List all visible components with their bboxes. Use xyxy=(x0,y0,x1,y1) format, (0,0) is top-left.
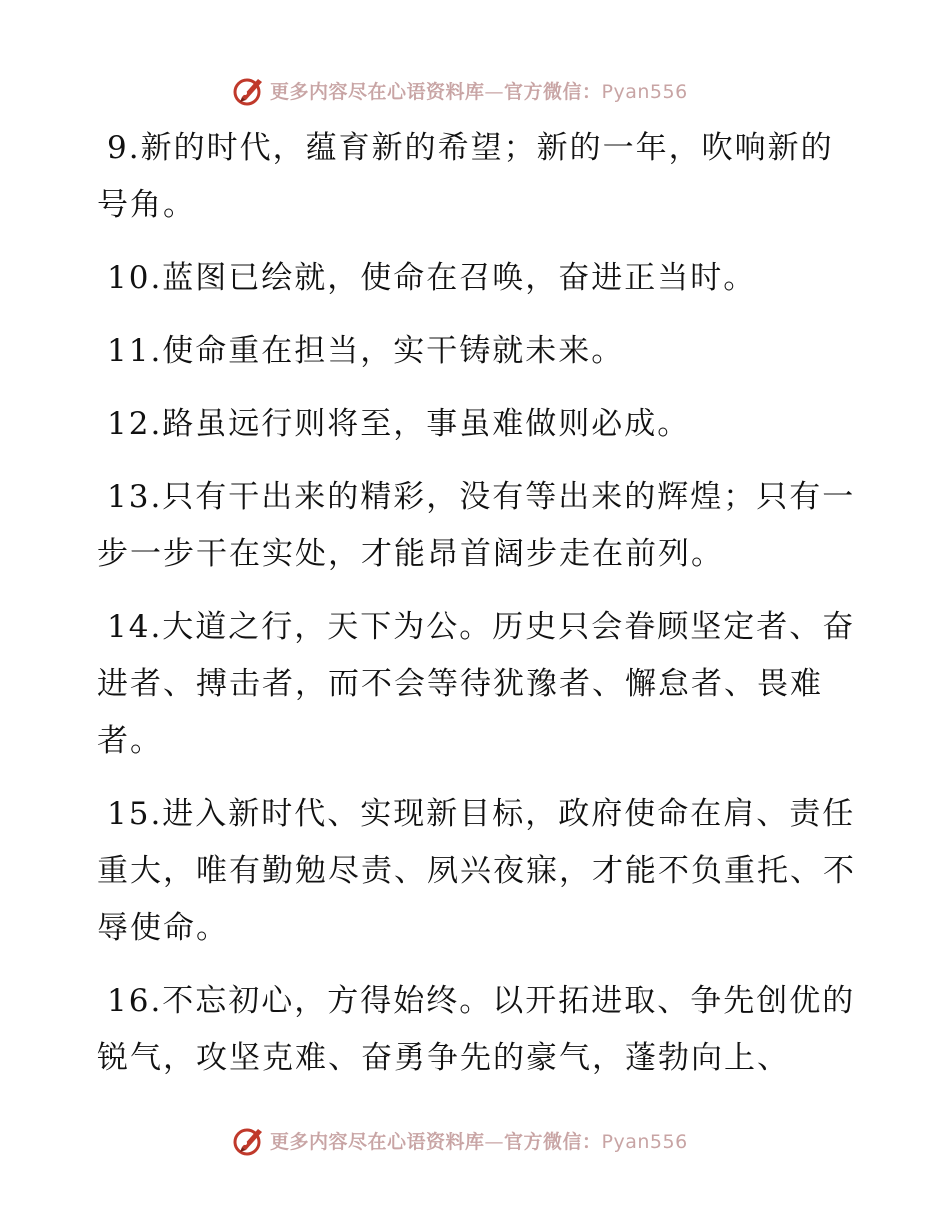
pen-circle-logo-icon xyxy=(232,73,266,107)
paragraph-14: 14.大道之行，天下为公。历史只会眷顾坚定者、奋进者、搏击者，而不会等待犹豫者、懈怠者、畏难者。 xyxy=(97,609,856,759)
header-separator: — xyxy=(484,80,505,103)
header-watermark xyxy=(232,72,688,108)
footer-wechat-label: 官方微信： xyxy=(504,1130,602,1153)
footer-brand-text: 更多内容尽在心语资料库 xyxy=(270,1130,485,1153)
paragraph-13: 13.只有干出来的精彩，没有等出来的辉煌；只有一步一步干在实处，才能昂首阔步走在前列。 xyxy=(97,479,856,572)
paragraph-11: 11.使命重在担当，实干铸就未来。 xyxy=(107,333,625,369)
header-wechat-id: Pyan556 xyxy=(601,80,688,103)
pen-circle-logo-icon xyxy=(232,1123,266,1157)
header-wechat-label: 官方微信： xyxy=(504,80,602,103)
footer-watermark-text xyxy=(270,1127,688,1154)
paragraph-10: 10.蓝图已绘就，使命在召唤，奋进正当时。 xyxy=(107,260,757,296)
paragraph-9: 9.新的时代，蕴育新的希望；新的一年，吹响新的号角。 xyxy=(97,130,834,223)
footer-wechat-id: Pyan556 xyxy=(601,1130,688,1153)
footer-separator: — xyxy=(484,1130,505,1153)
header-brand-text: 更多内容尽在心语资料库 xyxy=(270,80,485,103)
document-body xyxy=(97,120,857,1103)
paragraph-12: 12.路虽远行则将至，事虽难做则必成。 xyxy=(107,406,691,442)
paragraph-15: 15.进入新时代、实现新目标，政府使命在肩、责任重大，唯有勤勉尽责、夙兴夜寐，才能不负重托、不辱使命。 xyxy=(97,796,856,946)
header-watermark-text xyxy=(270,77,688,104)
footer-watermark xyxy=(232,1122,688,1158)
paragraph-16: 16.不忘初心，方得始终。以开拓进取、争先创优的锐气，攻坚克难、奋勇争先的豪气，蓬勃向上、 xyxy=(97,983,856,1076)
